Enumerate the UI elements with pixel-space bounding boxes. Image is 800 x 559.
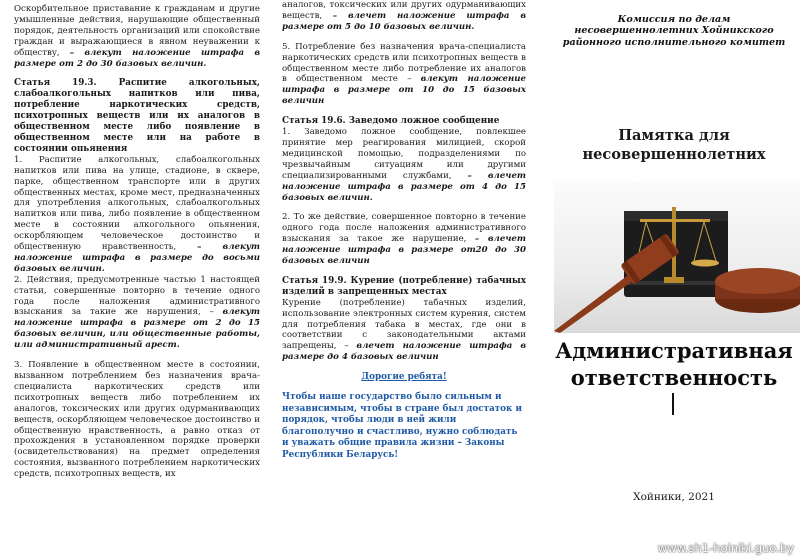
article-19-9-heading: Статья 19.9. Курение (потребление) табачных изделий в запрещенных местах: [282, 275, 526, 297]
article-19-6-heading: Статья 19.6. Заведомо ложное сообщение: [282, 116, 500, 127]
watermark: www.sh1-hoiniki.guo.by: [657, 541, 794, 555]
commission-name: Комиссия по делам несовершеннолетних Хойникского районного исполнительного комитет: [562, 14, 786, 48]
gavel-and-scales-icon: [554, 181, 800, 333]
article-19-3-part-3: 3. Появление в общественном месте в состоянии, вызванном потреблением без назначения врача-специалиста наркотических средств или психотропных веществ либо потреблением их аналогов, токсических или других одурманивающих веществ, оскорбляющем человеческое достоинство и общественную нравственность, а равно отказ от прохождения в установленном порядке проверки (освидетельствования) на предмет определения состояния, вызванного потреблением наркотических средств, психотропных веществ, их: [14, 360, 260, 480]
intro-text: Оскорбительное приставание к гражданам и другие умышленные действия, нарушающие общественный порядок, деятельность организаций или спокойствие граждан и выражающиеся в явном неуважении к обществу, – влекут наложение штрафа в размере от 2 до 30 базовых величин.: [14, 4, 260, 69]
leaflet-column-2: [282, 0, 526, 559]
document-title: Административная ответственность: [555, 338, 793, 390]
memo-heading: Памятка для несовершеннолетних: [582, 127, 766, 163]
article-19-3-heading: Статья 19.3. Распитие алкогольных, слабоалкогольных напитков или пива, потребление наркотических средств, психотропных веществ или их аналогов в общественном месте либо появление в общественном месте или на работе в состоянии опьянения: [14, 78, 260, 154]
appeal-text: Чтобы наше государство было сильным и независимым, чтобы в стране был достаток и порядок, чтобы люди в ней жили благополучно и счастливо, нужно соблюдать и уважать общие правила жизни – Законы Республики Беларусь!: [282, 392, 522, 461]
article-19-6-part-1: 1. Заведомо ложное сообщение, повлекшее принятие мер реагирования милицией, скорой медицинской помощью, подразделениями по чрезвычайным ситуациям или другими специализированными службами, – влечет наложение штрафа в размере от 4 до 15 базовых величин.: [282, 127, 526, 203]
article-19-3-part-1: 1. Распитие алкогольных, слабоалкогольных напитков или пива на улице, стадионе, в сквере, парке, общественном транспорте или в других общественных местах, кроме мест, предназначенных для употребления алкогольных, слабоалкогольных напитков или пива, либо появление в общественном месте в состоянии алкогольного опьянения, оскорбляющем человеческое достоинство и общественную нравственность, – влекут наложение штрафа в размере до восьми базовых величин.: [14, 154, 260, 274]
leaflet-cover: [548, 0, 800, 559]
greeting: Дорогие ребята!: [361, 372, 447, 383]
article-19-3-part-2: 2. Действия, предусмотренные частью 1 настоящей статьи, совершенные повторно в течение одного года после наложения административного взыскания за такие же нарушения, – влекут наложение штрафа в размере от 2 до 15 базовых величин, или общественные работы, или административный арест.: [14, 274, 260, 351]
city-and-year: Хойники, 2021: [633, 491, 715, 503]
article-19-3-part-3-continued: аналогов, токсических или других одурманивающих веществ, – влечет наложение штрафа в размере от 5 до 10 базовых величин.: [282, 0, 526, 32]
leaflet-column-1: [14, 0, 260, 559]
text-cursor: [672, 393, 674, 415]
article-19-6-part-2: 2. То же действие, совершенное повторно в течение одного года после наложения административного взыскания за такое же нарушение, – влечет наложение штрафа в размере от20 до 30 базовых величин: [282, 212, 526, 267]
article-19-3-part-5: 5. Потребление без назначения врача-специалиста наркотических средств или психотропных веществ в общественном месте либо потребление их аналогов в общественном месте – влекут наложение штрафа в размере от 10 до 15 базовых величин: [282, 41, 526, 107]
article-19-9-text: Курение (потребление) табачных изделий, использование электронных систем курения, систем для потребления табака в местах, где они в соответствии с законодательными актами запрещены, – влечет наложение штрафа в размере до 4 базовых величин: [282, 297, 526, 363]
